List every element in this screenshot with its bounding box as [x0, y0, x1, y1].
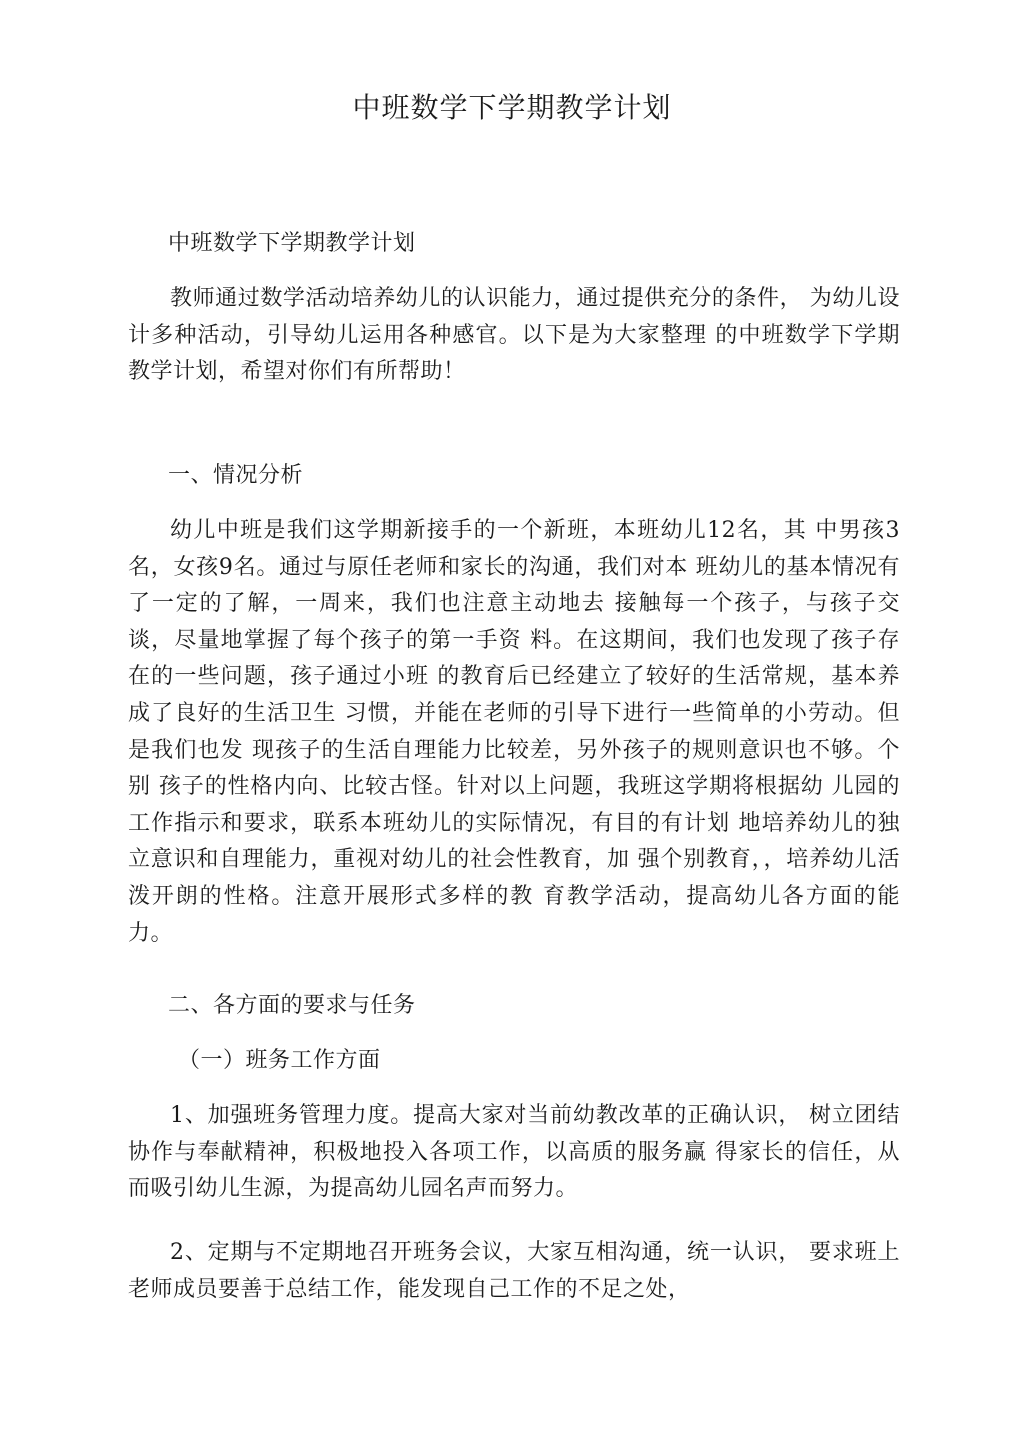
situation-paragraph: 幼儿中班是我们这学期新接手的一个新班，本班幼儿12名，其 中男孩3名，女孩9名。通过与原任老师和家长的沟通，我们对本 班幼儿的基本情况有了一定的了解，一周来，我们也注意主动地去 接触每一个孩子，与孩子交谈，尽量地掌握了每个孩子的第一手资 料。在这期间，我们也发现了孩子存在的一些问题，孩子通过小班 的教育后已经建立了较好的生活常规，基本养成了良好的生活卫生 习惯，并能在老师的引导下进行一些简单的小劳动。但是我们也发 现孩子的生活自理能力比较差，另外孩子的规则意识也不够。个别 孩子的性格内向、比较古怪。针对以上问题，我班这学期将根据幼 儿园的工作指示和要求，联系本班幼儿的实际情况，有目的有计划 地培养幼儿的独立意识和自理能力，重视对幼儿的社会性教育，加 强个别教育，，培养幼儿活泼开朗的性格。注意开展形式多样的教 育教学活动，提高幼儿各方面的能力。	[128, 518, 900, 946]
section-heading-situation: 一、情况分析	[168, 463, 304, 488]
section-heading-requirements: 二、各方面的要求与任务	[168, 993, 416, 1018]
subsection-heading-class-affairs: （一）班务工作方面	[178, 1048, 381, 1073]
list-item-2: 2、定期与不定期地召开班务会议，大家互相沟通，统一认识， 要求班上老师成员要善于总结工作，能发现自己工作的不足之处，	[128, 1240, 900, 1302]
list-item-1: 1、加强班务管理力度。提高大家对当前幼教改革的正确认识， 树立团结协作与奉献精神，积极地投入各项工作，以高质的服务赢 得家长的信任，从而吸引幼儿生源，为提高幼儿园名声而努力。	[128, 1103, 900, 1201]
intro-paragraph: 教师通过数学活动培养幼儿的认识能力，通过提供充分的条件， 为幼儿设计多种活动，引导幼儿运用各种感官。以下是为大家整理 的中班数学下学期教学计划，希望对你们有所帮助！	[128, 286, 900, 384]
document-title: 中班数学下学期教学计划	[352, 91, 672, 124]
document-subtitle: 中班数学下学期教学计划	[168, 231, 416, 256]
